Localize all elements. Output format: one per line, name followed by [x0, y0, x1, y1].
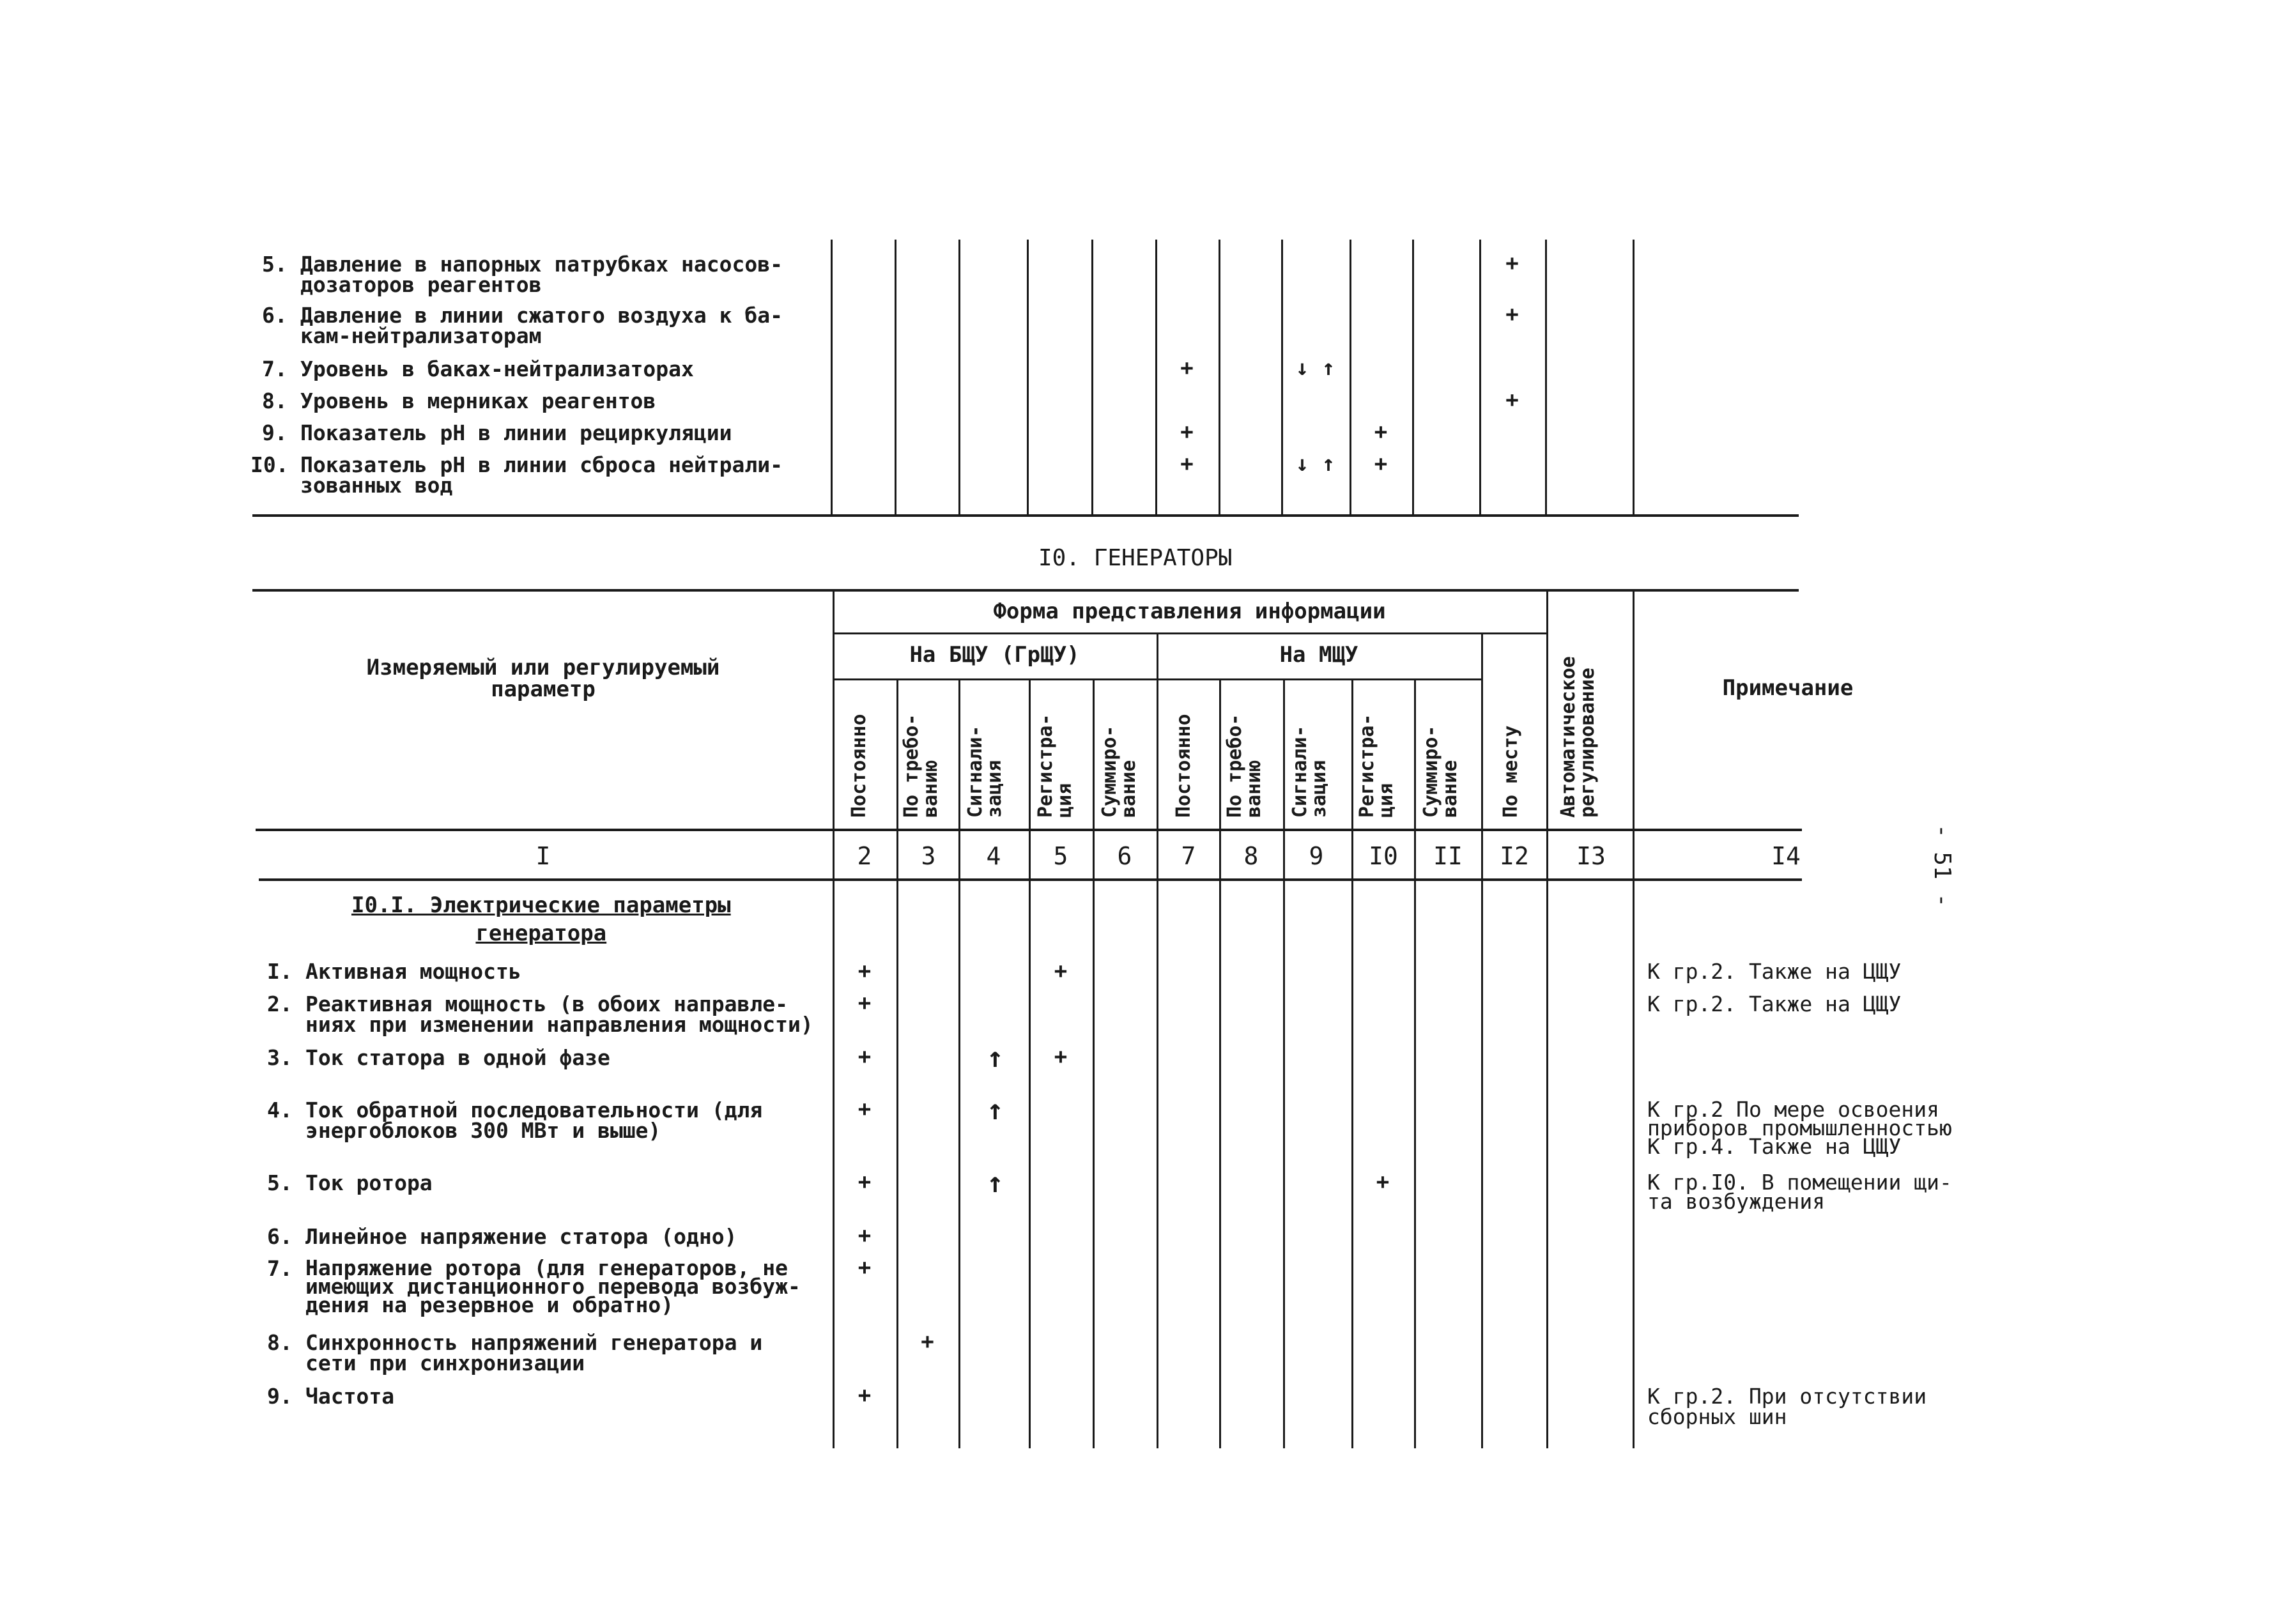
- row-note: К гр.2. При отсутствии сборных шин: [1647, 1384, 1927, 1429]
- param-header: Измеряемый или регулируемый параметр: [366, 655, 720, 702]
- col-line: [833, 589, 835, 1448]
- top-col-line: [1219, 240, 1220, 516]
- col-line: [1481, 632, 1483, 1448]
- mark-arrows: ↓ ↑: [1295, 355, 1335, 381]
- col-header-автоматическое-регулирование: Автоматическое регулирование: [1557, 656, 1599, 818]
- col-header-по-требованию-2: По требо- ванию: [1224, 714, 1265, 818]
- mark-plus: +: [921, 1329, 934, 1354]
- col-header-сигнализация-2: Сигнали- зация: [1289, 725, 1330, 818]
- col-line: [1219, 678, 1221, 1448]
- row-text: Ток статора в одной фазе: [305, 1045, 610, 1070]
- row-text: Напряжение ротора (для генераторов, не имеющих дистанционного перевода возбуж- дения на резервное и обратно): [305, 1255, 801, 1317]
- row-number: I.: [267, 959, 293, 984]
- row-number: 5.: [267, 1170, 293, 1195]
- mark-plus: +: [1376, 1169, 1390, 1195]
- top-row-text: Давление в линии сжатого воздуха к ба- кам-нейтрализаторам: [300, 303, 783, 348]
- row-text: Частота: [305, 1384, 395, 1409]
- row-note: К гр.2. Также на ЦЩУ: [1647, 992, 1902, 1016]
- col-header-суммирование-2: Суммиро- вание: [1420, 725, 1461, 818]
- mark-plus: +: [1180, 451, 1194, 477]
- mark-plus: +: [1505, 387, 1519, 413]
- col-number: 6: [1117, 842, 1132, 870]
- row-number: 9.: [267, 1384, 293, 1409]
- top-col-line: [1412, 240, 1414, 516]
- mark-plus: +: [858, 1044, 872, 1069]
- top-col-line: [958, 240, 960, 516]
- mark-plus: +: [1374, 451, 1388, 477]
- section-title: I0. ГЕНЕРАТОРЫ: [1038, 545, 1233, 571]
- top-row-text: Показатель pH в линии рециркуляции: [300, 420, 732, 445]
- col-header-постоянно-2: Постоянно: [1173, 714, 1195, 818]
- row-number: 2.: [267, 992, 293, 1016]
- col-number: 9: [1309, 842, 1324, 870]
- top-col-line: [1545, 240, 1547, 516]
- row-text: Ток ротора: [305, 1170, 433, 1195]
- top-col-line: [1091, 240, 1093, 516]
- top-col-line: [1633, 240, 1634, 516]
- top-row-number: 6.: [262, 303, 288, 328]
- row-note: К гр.2 По мере освоения приборов промышленностью К гр.4. Также на ЦЩУ: [1647, 1097, 1952, 1159]
- col-number: 2: [857, 842, 872, 870]
- mark-plus: +: [1180, 419, 1194, 445]
- row-number: 8.: [267, 1330, 293, 1355]
- mark-arrow-up: ↑: [987, 1167, 1004, 1199]
- col-number: 7: [1181, 842, 1196, 870]
- col-header-по-месту: По месту: [1500, 725, 1522, 818]
- mark-plus: +: [1180, 355, 1194, 381]
- col-line: [1546, 589, 1548, 1448]
- row-text: Активная мощность: [305, 959, 521, 984]
- subsection-title: I0.I. Электрические параметры генератора: [351, 892, 731, 946]
- col-number: 8: [1243, 842, 1259, 870]
- col-line: [1633, 589, 1634, 1448]
- col-number: I: [535, 842, 551, 870]
- col-header-регистрация-2: Регистра- ция: [1356, 714, 1397, 818]
- col-line: [1351, 678, 1353, 1448]
- row-text: Линейное напряжение статора (одно): [305, 1224, 737, 1249]
- col-header-по-требованию: По требо- ванию: [900, 714, 942, 818]
- row-number: 7.: [267, 1256, 293, 1281]
- mark-plus: +: [858, 1383, 872, 1408]
- col-header-постоянно: Постоянно: [848, 714, 870, 818]
- mshu-header: На МЩУ: [1279, 642, 1358, 668]
- mark-plus: +: [1374, 419, 1388, 445]
- col-number: 3: [921, 842, 936, 870]
- top-col-line: [895, 240, 896, 516]
- top-row-number: I0.: [250, 452, 289, 477]
- col-number: 4: [986, 842, 1001, 870]
- col-line: [1414, 678, 1416, 1448]
- mark-plus: +: [858, 1169, 872, 1195]
- mark-plus: +: [858, 990, 872, 1016]
- top-row-number: 8.: [262, 388, 288, 413]
- top-row-text: Уровень в баках-нейтрализаторах: [300, 356, 694, 381]
- col-number: 5: [1053, 842, 1068, 870]
- col-header-суммирование: Суммиро- вание: [1098, 725, 1140, 818]
- top-table-bottom-rule: [252, 514, 1799, 517]
- bshu-header: На БЩУ (ГрЩУ): [909, 642, 1080, 668]
- row-number: 3.: [267, 1045, 293, 1070]
- mark-plus: +: [1505, 302, 1519, 327]
- row-note: К гр.I0. В помещении щи- та возбуждения: [1647, 1170, 1952, 1214]
- top-row-number: 5.: [262, 252, 288, 277]
- top-col-line: [1479, 240, 1481, 516]
- mark-arrow-up: ↑: [987, 1041, 1004, 1074]
- form-header-rule: [833, 632, 1546, 634]
- row-text: Реактивная мощность (в обоих направле- ниях при изменении направления мощности): [305, 992, 813, 1037]
- table-top-rule: [252, 589, 1799, 592]
- col-number: I4: [1771, 842, 1801, 870]
- mark-plus: +: [1054, 1044, 1068, 1069]
- row-note: К гр.2. Также на ЦЩУ: [1647, 959, 1902, 984]
- mark-plus: +: [1505, 250, 1519, 276]
- mark-plus: +: [1054, 958, 1068, 984]
- top-col-line: [1027, 240, 1029, 516]
- col-number: I3: [1576, 842, 1606, 870]
- page-number: - 51 -: [1929, 824, 1955, 908]
- row-number: 4.: [267, 1098, 293, 1122]
- col-number: I0: [1369, 842, 1398, 870]
- col-header-сигнализация: Сигнали- зация: [964, 725, 1006, 818]
- mark-plus: +: [858, 1223, 872, 1248]
- col-line: [1157, 632, 1158, 1448]
- top-row-text: Давление в напорных патрубках насосов- дозаторов реагентов: [300, 252, 783, 297]
- row-number: 6.: [267, 1224, 293, 1249]
- top-row-text: Показатель pH в линии сброса нейтрали- зованных вод: [300, 452, 783, 498]
- top-row-number: 9.: [262, 420, 288, 445]
- top-row-number: 7.: [262, 356, 288, 381]
- col-line: [1283, 678, 1285, 1448]
- form-header: Форма представления информации: [993, 599, 1386, 624]
- col-header-регистрация: Регистра- ция: [1035, 714, 1076, 818]
- mark-plus: +: [858, 1255, 872, 1280]
- row-text: Ток обратной последовательности (для энергоблоков 300 МВт и выше): [305, 1098, 763, 1143]
- mark-plus: +: [858, 1096, 872, 1122]
- col-line: [1093, 678, 1095, 1448]
- mark-plus: +: [858, 958, 872, 984]
- top-col-line: [831, 240, 833, 516]
- col-line: [958, 678, 960, 1448]
- col-number: I2: [1500, 842, 1529, 870]
- note-header: Примечание: [1722, 675, 1854, 701]
- col-number: II: [1433, 842, 1463, 870]
- top-row-text: Уровень в мерниках реагентов: [300, 388, 656, 413]
- row-text: Синхронность напряжений генератора и сети при синхронизации: [305, 1330, 763, 1375]
- mark-arrow-up: ↑: [987, 1094, 1004, 1126]
- mark-arrows: ↓ ↑: [1295, 451, 1335, 477]
